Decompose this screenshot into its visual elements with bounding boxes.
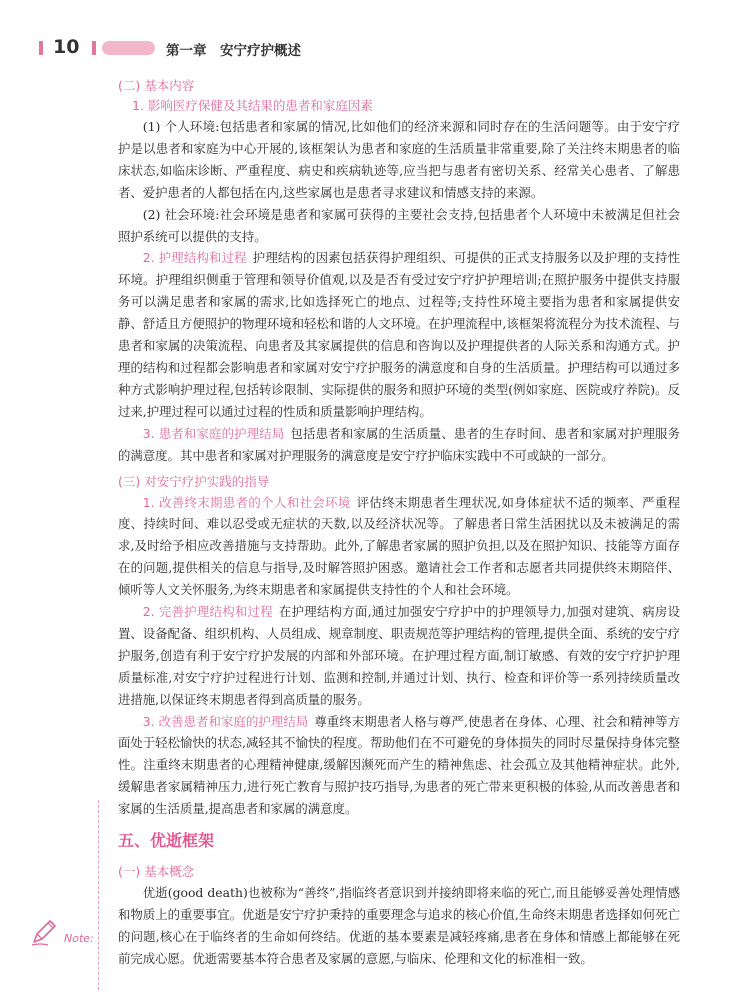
paragraph-care-outcomes xyxy=(118,423,680,467)
subheading-patient-family-factors: 1. 影响医疗保健及其结果的患者和家庭因素 xyxy=(132,98,373,113)
text-improve-environment: 评估终末期患者生理状况,如身体症状不适的频率、严重程度、持续时间、难以忍受或无症状的天数,以及经济状况等。了解患者日常生活困扰以及未被满足的需求,及时给予相应改善措施与支持帮助。此外,了解患者家属的照护负担,以及在照护知识、技能等方面存在的问题,提供相关的信息与指导,及时解答照护困惑。邀请社会工作者和志愿者共同提供终末期陪伴、倾听等人文关怀服务,为终末期患者和家属提供支持性的个人和社会环境。 xyxy=(118,494,680,598)
header-divider-bar xyxy=(92,41,96,55)
text-improve-structure: 在护理结构方面,通过加强安宁疗护中的护理领导力,加强对建筑、病房设置、设备配备、组织机构、人员组成、规章制度、职责规范等护理结构的管理,提供全面、系统的安宁疗护服务,创造有利于安宁疗护发展的内部和外部环境。在护理过程方面,制订敏感、有效的安宁疗护护理质量标准,对安宁疗护过程进行计划、监测和控制,并通过计划、执行、检查和评价等一系列持续质量改进措施,以保证终末期患者得到高质量的服务。 xyxy=(118,604,680,707)
header-left-bar xyxy=(39,41,43,55)
note-margin-line xyxy=(98,800,99,990)
text-improve-outcomes: 尊重终末期患者人格与尊严,使患者在身体、心理、社会和精神等方面处于轻松愉快的状态,减轻其不愉快的程度。帮助他们在不可避免的身体损失的同时尽量保持身体完整性。注重终末期患者的心理精神健康,缓解因濒死而产生的精神焦虑、社会孤立及其他精神症状。此外,缓解患者家属精神压力,进行死亡教育与照护技巧指导,为患者的死亡带来更积极的体验,从而改善患者和家属的生活质量,提高患者和家属的满意度。 xyxy=(118,713,680,817)
chapter-badge xyxy=(102,41,155,55)
section-heading-basic-content: (二) 基本内容 xyxy=(118,78,195,93)
lead-care-structure: 2. 护理结构和过程 xyxy=(142,250,247,266)
paragraph-care-structure xyxy=(118,247,680,422)
paragraph-improve-environment xyxy=(118,492,680,602)
chapter-section-good-death: 五、优逝框架 xyxy=(118,831,215,851)
note-label: Note: xyxy=(64,932,94,945)
section-heading-basic-concept: (一) 基本概念 xyxy=(118,864,195,880)
paragraph-improve-structure xyxy=(118,601,680,711)
text-care-outcomes: 包括患者和家属的生活质量、患者的生存时间、患者和家属对护理服务的满意度。其中患者和家属对护理服务的满意度是安宁疗护临床实践中不可或缺的一部分。 xyxy=(118,425,681,463)
paragraph-personal-environment: (1) 个人环境:包括患者和家属的情况,比如他们的经济来源和同时存在的生活问题等。由于安宁疗护是以患者和家庭为中心开展的,该框架认为患者和家庭的生活质量非常重要,除了关注终末期患者的临床状态,如临床诊断、严重程度、病史和疾病轨迹等,应当把与患者有密切关系、经常关心患者、了解患者、爱护患者的人都包括在内,这些家属也是患者寻求建议和情感支持的来源。 xyxy=(118,119,680,200)
section-heading-guidance: (三) 对安宁疗护实践的指导 xyxy=(118,473,270,489)
pencil-icon xyxy=(28,916,60,948)
lead-improve-outcomes: 3. 改善患者和家庭的护理结局 xyxy=(142,713,309,729)
lead-improve-structure: 2. 完善护理结构和过程 xyxy=(142,604,273,620)
text-care-structure: 护理结构的因素包括获得护理组织、可提供的正式支持服务以及护理的支持性环境。护理组织侧重于管理和领导价值观,以及是否有受过安宁疗护护理培训;在照护服务中提供支持服务可以满足患者和家属的需求,比如选择死亡的地点、过程等;支持性环境主要指为患者和家属提供安静、舒适且方便照护的物理环境和轻松和谐的人文环境。在护理流程中,该框架将流程分为技术流程、与患者和家属的决策流程、向患者及其家属提供的信息和咨询以及护理提供者的人际关系和沟通方式。护理的结构和过程都会影响患者和家属对安宁疗护服务的满意度和自身的生活质量。护理结构可以通过多种方式影响护理过程,包括转诊限制、实际提供的服务和照护环境的类型(例如家庭、医院或疗养院)。反过来,护理过程可以通过过程的性质和质量影响护理结构。 xyxy=(118,250,681,419)
paragraph-good-death-concept: 优逝(good death)也被称为“善终”,指临终者意识到并接纳即将来临的死亡,而且能够妥善处理情感和物质上的重要事宜。优逝是安宁疗护秉持的重要理念与追求的核心价值,生命终末期患者选择如何死亡的问题,核心在于临终者的生命如何终结。优逝的基本要素是减轻疼痛,患者在身体和情感上都能够在死前完成心愿。优逝需要基本符合患者及家属的意愿,与临床、伦理和文化的标准相一致。 xyxy=(118,885,680,966)
lead-improve-environment: 1. 改善终末期患者的个人和社会环境 xyxy=(142,494,351,510)
paragraph-improve-outcomes xyxy=(118,711,680,821)
page-content xyxy=(118,76,680,970)
lead-care-outcomes: 3. 患者和家庭的护理结局 xyxy=(142,425,285,441)
chapter-title: 第一章 安宁疗护概述 xyxy=(166,43,301,59)
page-number: 10 xyxy=(53,36,80,58)
paragraph-social-environment: (2) 社会环境:社会环境是患者和家属可获得的主要社会支持,包括患者个人环境中未被满足但社会照护系统可以提供的支持。 xyxy=(118,206,680,244)
page-header xyxy=(0,0,730,70)
